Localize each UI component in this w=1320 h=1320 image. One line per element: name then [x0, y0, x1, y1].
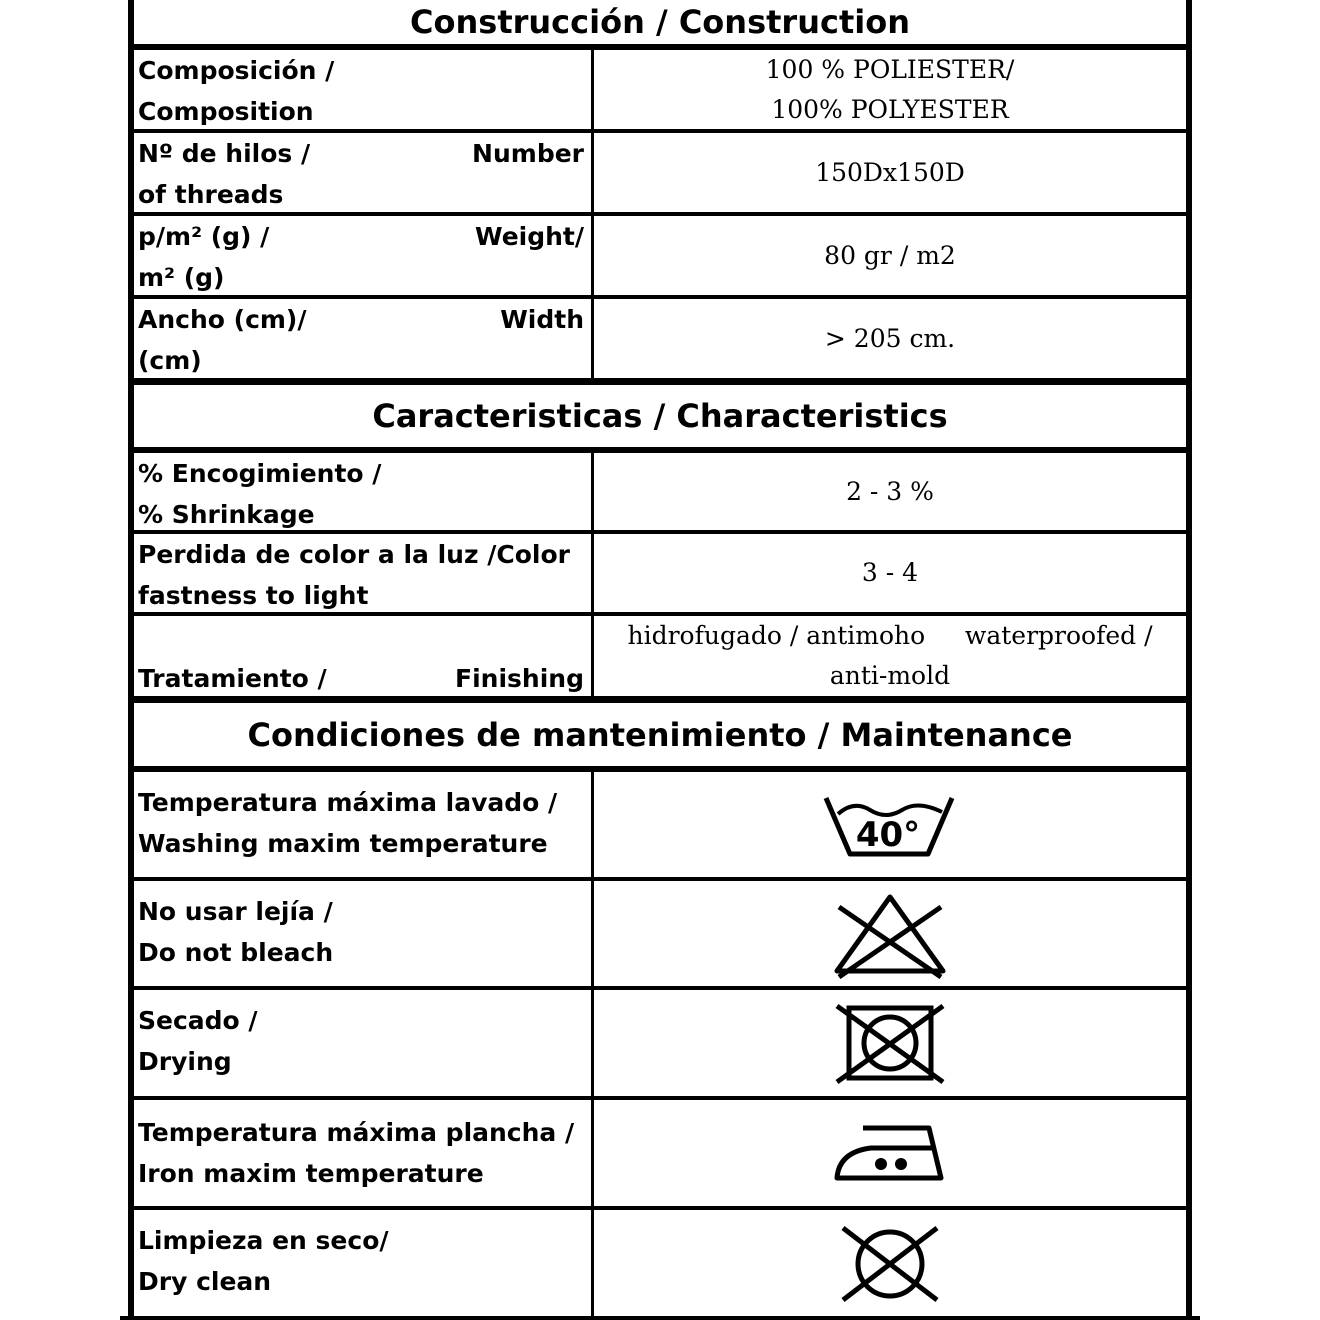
washing-label-en: Washing maxim temperature: [138, 829, 548, 858]
divider: [134, 378, 1186, 385]
column-divider: [591, 50, 594, 379]
composition-value-en: 100% POLYESTER: [771, 94, 1009, 124]
bleach-row: [134, 881, 1186, 986]
characteristics-title: Caracteristicas / Characteristics: [372, 397, 948, 435]
weight-value: 80 gr / m2: [824, 240, 956, 270]
shrinkage-label-es: % Encogimiento /: [138, 459, 382, 488]
washing-label: [138, 772, 588, 877]
dry-clean-label-es: Limpieza en seco/: [138, 1226, 389, 1255]
iron-two-dots-icon: [594, 1100, 1186, 1206]
width-value: > 205 cm.: [824, 323, 956, 353]
width-row: [134, 299, 1186, 378]
weight-label-en-b: m² (g): [138, 263, 225, 292]
width-label-en-b: (cm): [138, 346, 202, 375]
construction-header: [134, 0, 1186, 44]
color-fastness-label-en-a: Color: [496, 540, 570, 569]
finishing-row: [134, 616, 1186, 696]
shrinkage-label: [138, 453, 588, 530]
color-fastness-row: [134, 534, 1186, 612]
composition-label-en: Composition: [138, 97, 314, 126]
washing-label-es: Temperatura máxima lavado /: [138, 788, 558, 817]
shrinkage-value: 2 - 3 %: [846, 476, 934, 506]
color-fastness-label-es: Perdida de color a la luz /: [138, 540, 497, 569]
width-label-en-a: Width: [500, 305, 584, 334]
threads-value: 150Dx150D: [815, 157, 965, 187]
no-dry-clean-icon: [594, 1210, 1186, 1316]
threads-row: [134, 133, 1186, 212]
washing-row: [134, 772, 1186, 877]
shrinkage-row: [134, 453, 1186, 530]
ironing-label-es: Temperatura máxima plancha /: [138, 1118, 575, 1147]
finishing-value: [594, 616, 1186, 696]
weight-label-es: p/m² (g) /: [138, 222, 270, 251]
drying-row: [134, 990, 1186, 1096]
weight-label: [138, 216, 588, 295]
shrinkage-label-en: % Shrinkage: [138, 500, 315, 529]
no-bleach-icon: [594, 881, 1186, 986]
bleach-label: [138, 881, 588, 986]
column-divider: [591, 772, 594, 1316]
ironing-label: [138, 1100, 588, 1206]
drying-label-en: Drying: [138, 1047, 232, 1076]
dry-clean-row: [134, 1210, 1186, 1316]
drying-label: [138, 990, 588, 1096]
finishing-label-es: Tratamiento /: [138, 664, 327, 693]
composition-label-es: Composición /: [138, 56, 335, 85]
bleach-label-en: Do not bleach: [138, 938, 334, 967]
wash-temperature-text: 40°: [855, 814, 921, 855]
width-label-es: Ancho (cm)/: [138, 305, 307, 334]
no-tumble-dry-icon: [594, 990, 1186, 1096]
drying-label-es: Secado /: [138, 1006, 258, 1035]
ironing-label-en: Iron maxim temperature: [138, 1159, 484, 1188]
bottom-border: [120, 1316, 1200, 1320]
weight-row: [134, 216, 1186, 295]
color-fastness-label: [138, 534, 588, 612]
finishing-label: [138, 616, 588, 696]
threads-label-en-b: of threads: [138, 180, 284, 209]
color-fastness-label-en-b: fastness to light: [138, 581, 369, 610]
composition-label: [138, 50, 588, 129]
threads-label-es: Nº de hilos /: [138, 139, 311, 168]
finishing-value-line1: hidrofugado / antimoho waterproofed /: [627, 621, 1153, 650]
width-label: [138, 299, 588, 378]
weight-label-en-a: Weight/: [475, 222, 584, 251]
threads-label-en-a: Number: [472, 139, 584, 168]
maintenance-header: [134, 703, 1186, 766]
column-divider: [591, 453, 594, 696]
dry-clean-label: [138, 1210, 588, 1316]
composition-row: [134, 50, 1186, 129]
threads-label: [138, 133, 588, 212]
characteristics-header: [134, 385, 1186, 447]
fabric-spec-sheet: [128, 0, 1192, 1316]
dry-clean-label-en: Dry clean: [138, 1267, 272, 1296]
maintenance-title: Condiciones de mantenimiento / Maintenance: [247, 715, 1073, 754]
construction-title: Construcción / Construction: [410, 3, 910, 41]
composition-value: [594, 50, 1186, 129]
color-fastness-value: 3 - 4: [861, 558, 919, 587]
finishing-value-line2: anti-mold: [829, 661, 951, 690]
composition-value-es: 100 % POLIESTER/: [765, 54, 1015, 84]
finishing-label-en: Finishing: [455, 664, 584, 693]
bleach-label-es: No usar lejía /: [138, 897, 333, 926]
divider: [134, 696, 1186, 703]
ironing-row: [134, 1100, 1186, 1206]
wash-40-icon: [594, 772, 1186, 877]
